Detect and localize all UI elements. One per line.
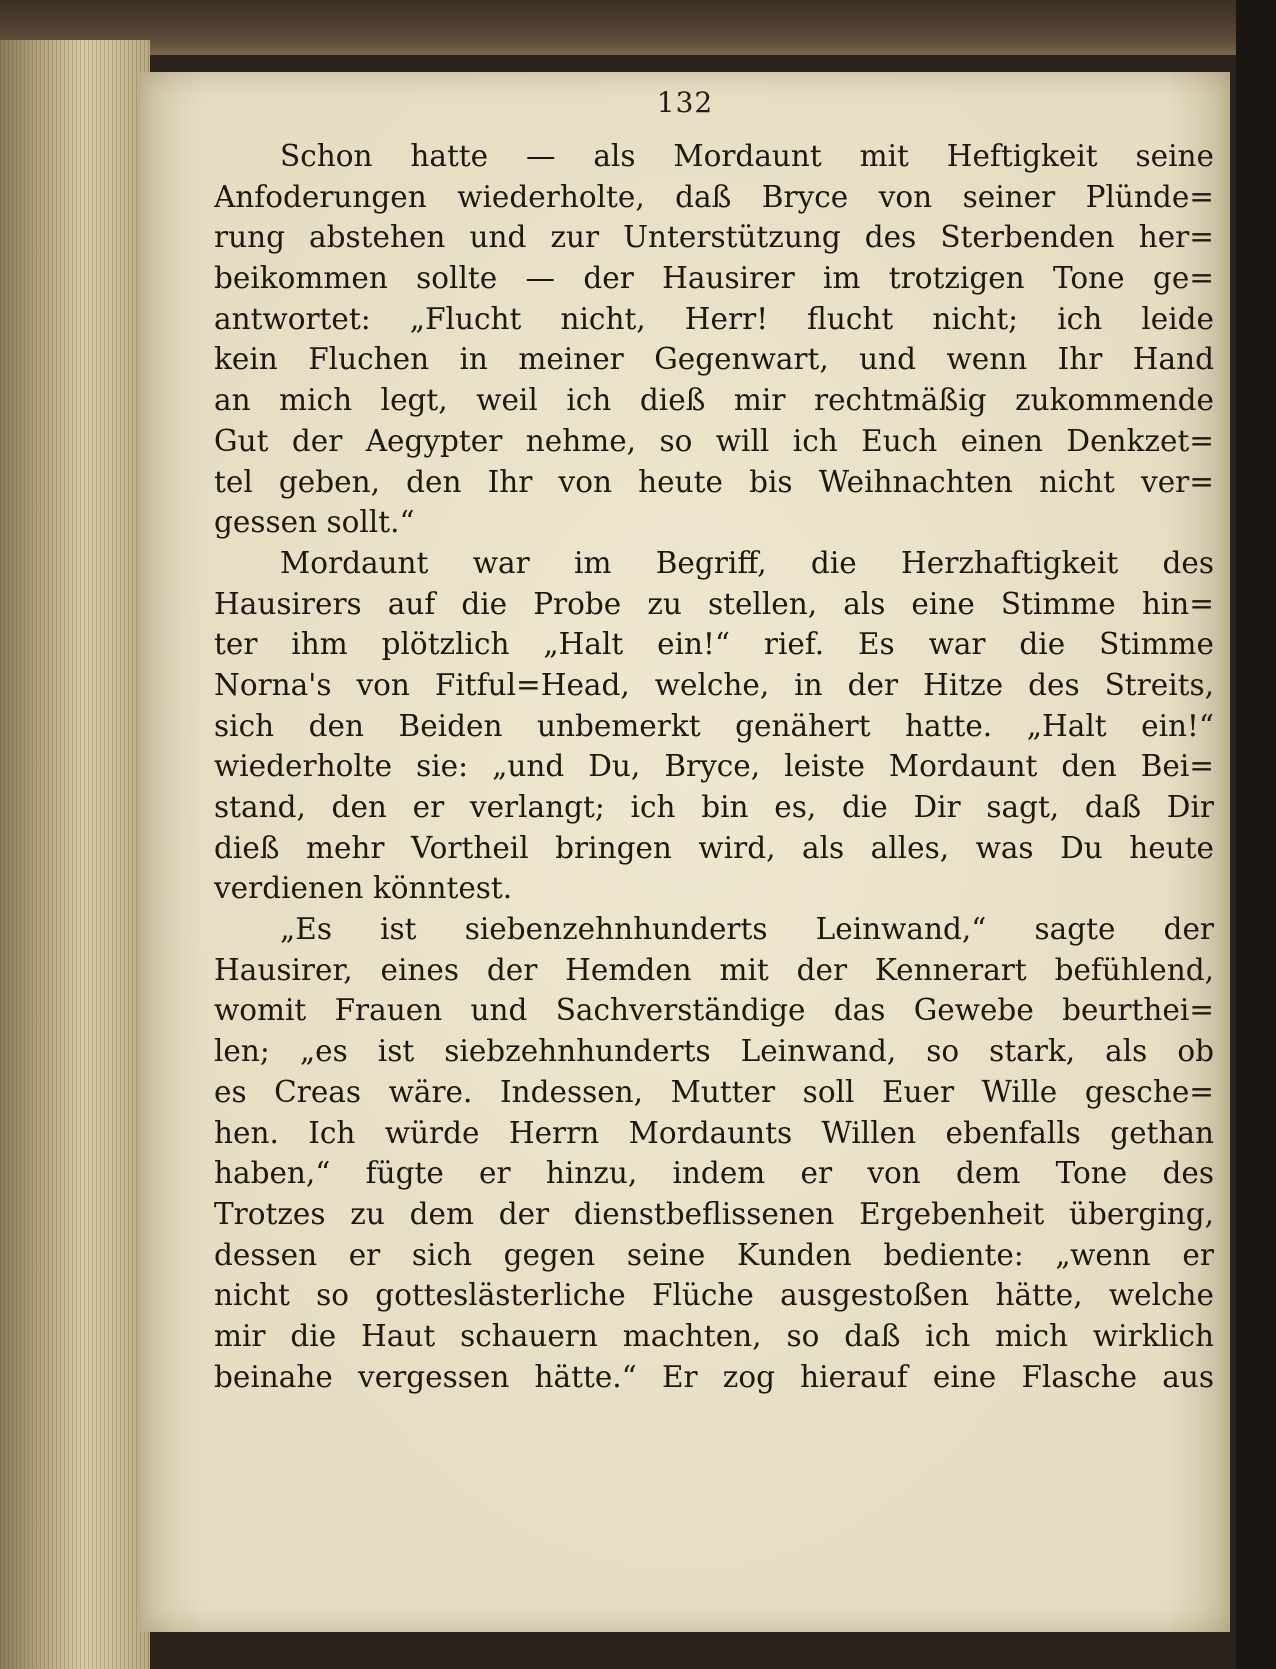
text-line: len; „es ist siebzehnhunderts Leinwand, so stark, als ob [214, 1034, 1214, 1069]
text-line: ter ihm plötzlich „Halt ein!“ rief. Es war die Stimme [214, 627, 1214, 662]
book-page [140, 72, 1230, 1632]
text-line: beikommen sollte — der Hausirer im trotzigen Tone ge= [214, 261, 1214, 296]
text-line: Hausirer, eines der Hemden mit der Kennerart befühlend, [214, 952, 1214, 987]
text-line: tel geben, den Ihr von heute bis Weihnachten nicht ver= [214, 464, 1214, 499]
text-line: Schon hatte — als Mordaunt mit Heftigkeit seine [280, 139, 1214, 173]
text-line: an mich legt, weil ich dieß mir rechtmäßig zukommende [214, 383, 1214, 418]
scan-background-right [1236, 0, 1276, 1669]
text-line: dieß mehr Vortheil bringen wird, als alles, was Du heute [214, 830, 1214, 865]
text-line: Gut der Aegypter nehme, so will ich Euch einen Denkzet= [214, 423, 1214, 458]
text-line: sich den Beiden unbemerkt genähert hatte. „Halt ein!“ [214, 708, 1214, 743]
text-line: gessen sollt.“ [214, 505, 415, 540]
page-body-text [214, 136, 1214, 1397]
text-line: Mordaunt war im Begriff, die Herzhaftigkeit des [280, 545, 1214, 580]
text-line: beinahe vergessen hätte.“ Er zog hierauf eine Flasche aus [214, 1359, 1214, 1394]
page-number: 132 [656, 86, 714, 119]
text-line: womit Frauen und Sachverständige das Gewebe beurthei= [214, 993, 1214, 1028]
text-line: Anfoderungen wiederholte, daß Bryce von seiner Plünde= [214, 179, 1214, 214]
text-line: kein Fluchen in meiner Gegenwart, und wenn Ihr Hand [214, 342, 1214, 377]
text-line: antwortet: „Flucht nicht, Herr! flucht nicht; ich leide [214, 301, 1214, 336]
page-stack-edge [0, 40, 150, 1669]
text-line: es Creas wäre. Indessen, Mutter soll Euer Wille gesche= [214, 1074, 1214, 1109]
text-line: mir die Haut schauern machten, so daß ich mich wirklich [214, 1318, 1214, 1353]
text-line: stand, den er verlangt; ich bin es, die Dir sagt, daß Dir [214, 790, 1214, 824]
text-line: Norna's von Fitful=Head, welche, in der Hitze des Streits, [214, 667, 1214, 702]
text-line: verdienen könntest. [214, 871, 513, 906]
text-line: dessen er sich gegen seine Kunden bediente: „wenn er [214, 1237, 1214, 1272]
text-line: Trotzes zu dem der dienstbeflissenen Ergebenheit überging, [214, 1196, 1214, 1231]
text-line: „Es ist siebenzehnhunderts Leinwand,“ sagte der [280, 912, 1214, 947]
text-line: Hausirers auf die Probe zu stellen, als eine Stimme hin= [214, 586, 1214, 621]
book-cover-top [0, 0, 1276, 55]
page-stack-lines [0, 40, 150, 1669]
text-line: rung abstehen und zur Unterstützung des Sterbenden her= [214, 220, 1214, 255]
text-line: hen. Ich würde Herrn Mordaunts Willen ebenfalls gethan [214, 1115, 1214, 1150]
text-line: wiederholte sie: „und Du, Bryce, leiste Mordaunt den Bei= [214, 749, 1214, 784]
text-line: haben,“ fügte er hinzu, indem er von dem Tone des [214, 1156, 1214, 1191]
text-line: nicht so gotteslästerliche Flüche ausgestoßen hätte, welche [214, 1278, 1214, 1313]
